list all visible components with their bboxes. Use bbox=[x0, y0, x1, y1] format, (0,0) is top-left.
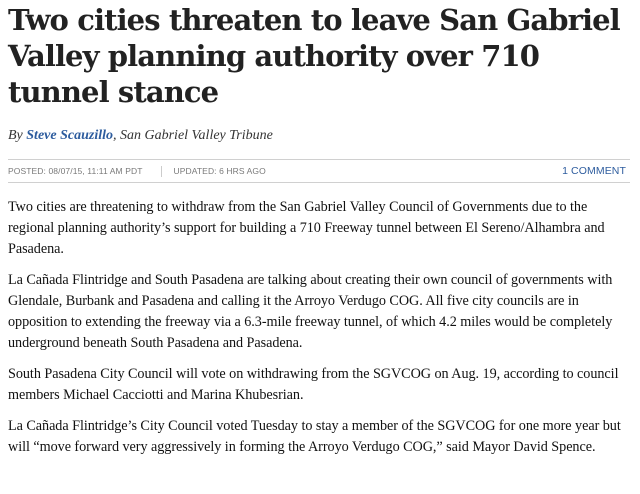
meta-divider bbox=[161, 166, 162, 177]
article-meta-bar bbox=[8, 159, 630, 183]
author-link[interactable]: Steve Scauzillo bbox=[26, 128, 113, 143]
byline-prefix: By bbox=[8, 128, 27, 143]
article-headline: Two cities threaten to leave San Gabriel Valley planning authority over 710 tunnel stance bbox=[8, 3, 620, 109]
byline bbox=[8, 127, 630, 145]
paragraph: La Cañada Flintridge and South Pasadena are talking about creating their own council of governments with Glendale, Burbank and Pasadena and calling it the Arroyo Verdugo COG. All five city councils are in opposition to extending the freeway via a 6.3-mile freeway tunnel, of which 4.2 miles would be completely underground beneath South Pasadena and Pasadena. bbox=[8, 272, 613, 351]
updated-time: UPDATED: 6 HRS AGO bbox=[173, 166, 266, 176]
article bbox=[8, 0, 630, 468]
publication-name: , San Gabriel Valley Tribune bbox=[113, 128, 273, 143]
paragraph: South Pasadena City Council will vote on withdrawing from the SGVCOG on Aug. 19, according to council members Michael Cacciotti and Marina Khubesrian. bbox=[8, 366, 619, 403]
paragraph: La Cañada Flintridge’s City Council voted Tuesday to stay a member of the SGVCOG for one more year but will “move forward very aggressively in forming the Arroyo Verdugo COG,” said Mayor David Spence. bbox=[8, 418, 621, 455]
comments-link[interactable]: 1 COMMENT bbox=[562, 165, 626, 177]
paragraph: Two cities are threatening to withdraw from the San Gabriel Valley Council of Governments due to the regional planning authority’s support for building a 710 Freeway tunnel between El Sereno/Alhambra and Pasadena. bbox=[8, 199, 605, 257]
article-body bbox=[8, 197, 630, 458]
posted-date: POSTED: 08/07/15, 11:11 AM PDT bbox=[8, 166, 143, 176]
